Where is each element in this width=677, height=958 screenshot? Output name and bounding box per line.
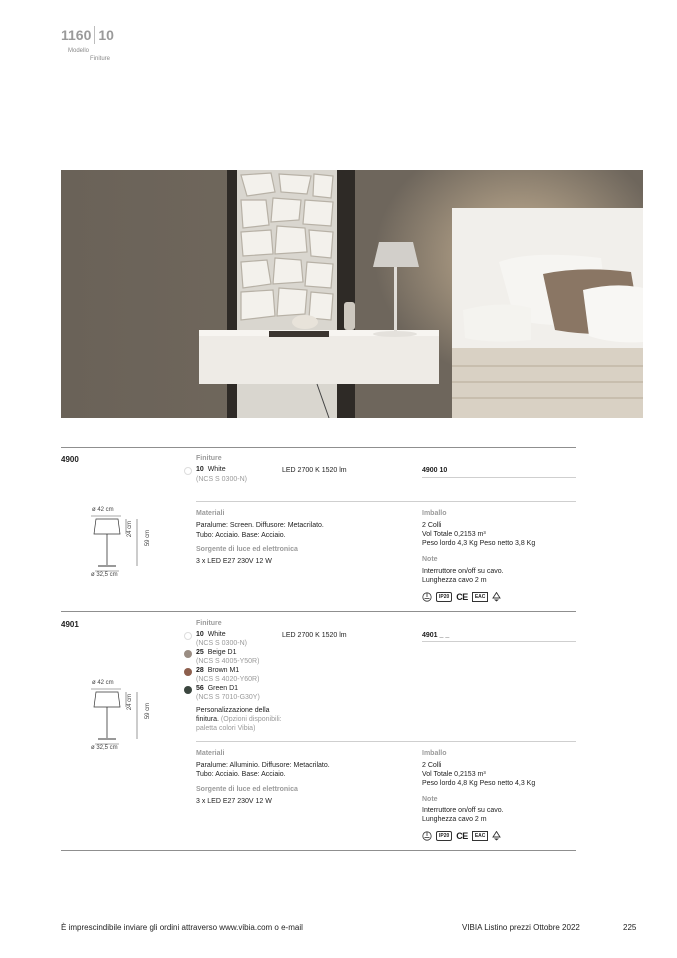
item-code-rule [422, 641, 576, 642]
item-code-rule [422, 477, 576, 478]
notes-line: Lunghezza cavo 2 m [422, 816, 487, 823]
dim-diameter-base: ø 32,5 cm [91, 745, 118, 751]
ce-mark: CE [456, 831, 468, 841]
light-source: 3 x LED E27 230V 12 W [196, 558, 272, 565]
notes-line: Lunghezza cavo 2 m [422, 577, 487, 584]
materials-title: Materiali [196, 750, 225, 757]
dim-diameter-top: ø 42 cm [92, 680, 114, 686]
packaging-line: 2 Colli [422, 522, 442, 529]
model-label: Modello [68, 48, 90, 54]
section-rule [196, 501, 576, 502]
packaging-line: Peso lordo 4,8 Kg Peso netto 4,3 Kg [422, 780, 536, 787]
product-photo [61, 170, 643, 418]
footer-order-note: È imprescindibile inviare gli ordini attraverso www.vibia.com o e-mail [61, 923, 303, 932]
product-code: 4900 [61, 455, 79, 464]
notes-line: Interruttore on/off su cavo. [422, 568, 504, 575]
packaging-title: Imballo [422, 750, 447, 757]
section-rule-top [61, 611, 576, 612]
finish-item: 10 White [196, 466, 226, 473]
dim-total-height: 59 cm [145, 702, 152, 720]
class-insulation-icon [422, 831, 432, 841]
page-number: 225 [623, 923, 637, 932]
ce-mark: CE [456, 592, 468, 602]
ip-rating-badge: IP20 [436, 592, 452, 602]
led-spec: LED 2700 K 1520 lm [282, 632, 347, 639]
footer-catalog-title: VIBIA Listino prezzi Ottobre 2022 [462, 923, 580, 932]
notes-line: Interruttore on/off su cavo. [422, 807, 504, 814]
ip-rating-badge: IP20 [436, 831, 452, 841]
packaging-line: Peso lordo 4,3 Kg Peso netto 3,8 Kg [422, 540, 536, 547]
light-source-title: Sorgente di luce ed elettronica [196, 786, 298, 793]
packaging-line: Vol Totale 0,2153 m³ [422, 771, 486, 778]
model-number: 1160 [61, 27, 92, 43]
finish-item: 10 White [196, 631, 226, 638]
packaging-title: Imballo [422, 510, 447, 517]
finish-swatch-beige [184, 650, 192, 658]
packaging-line: Vol Totale 0,2153 m³ [422, 531, 486, 538]
recycling-icon [492, 592, 501, 602]
light-source-title: Sorgente di luce ed elettronica [196, 546, 298, 553]
customization-text: paletta colori Vibia) [196, 725, 256, 732]
recycling-icon [492, 831, 501, 841]
product-code: 4901 [61, 620, 79, 629]
dim-shade-height: 24 cm [127, 693, 134, 711]
finish-item: 25 Beige D1 [196, 649, 237, 656]
materials-line: Paralume: Screen. Diffusore: Metacrilato. [196, 522, 324, 529]
finish-swatch-white [184, 632, 192, 640]
finish-swatch-green [184, 686, 192, 694]
light-source: 3 x LED E27 230V 12 W [196, 798, 272, 805]
eac-mark: EAC [472, 831, 489, 841]
customization-text: finitura. (Opzioni disponibili: [196, 716, 282, 723]
finish-ncs: (NCS S 4020-Y60R) [196, 676, 260, 683]
section-rule-top [61, 447, 576, 448]
finish-ncs: (NCS S 0300-N) [196, 476, 247, 483]
materials-title: Materiali [196, 510, 225, 517]
finish-number: 10 [98, 27, 114, 43]
led-spec: LED 2700 K 1520 lm [282, 467, 347, 474]
item-code: 4901 _ _ [422, 632, 450, 639]
dim-diameter-top: ø 42 cm [92, 507, 114, 513]
dim-total-height: 59 cm [145, 529, 152, 547]
section-rule-bottom [61, 850, 576, 851]
finish-label: Finiture [90, 56, 111, 62]
model-finish-header [61, 26, 114, 62]
dim-shade-height: 24 cm [127, 520, 134, 538]
materials-line: Tubo: Acciaio. Base: Acciaio. [196, 771, 286, 778]
notes-title: Note [422, 556, 438, 563]
finishes-title: Finiture [196, 455, 222, 462]
section-rule [196, 741, 576, 742]
finish-item: 28 Brown M1 [196, 667, 240, 674]
dim-diameter-base: ø 32,5 cm [91, 572, 118, 578]
finishes-title: Finiture [196, 620, 222, 627]
certification-icons [422, 830, 501, 842]
class-insulation-icon [422, 592, 432, 602]
notes-title: Note [422, 796, 438, 803]
finish-ncs: (NCS S 4005-Y50R) [196, 658, 260, 665]
finish-ncs: (NCS S 7010-G30Y) [196, 694, 260, 701]
item-code: 4900 10 [422, 467, 448, 474]
customization-text: Personalizzazione della [196, 707, 270, 714]
packaging-line: 2 Colli [422, 762, 442, 769]
finish-swatch-white [184, 467, 192, 475]
finish-item: 56 Green D1 [196, 685, 239, 692]
materials-line: Paralume: Alluminio. Diffusore: Metacrilato. [196, 762, 330, 769]
certification-icons [422, 591, 501, 603]
finish-ncs: (NCS S 0300-N) [196, 640, 247, 647]
eac-mark: EAC [472, 592, 489, 602]
materials-line: Tubo: Acciaio. Base: Acciaio. [196, 532, 286, 539]
finish-swatch-brown [184, 668, 192, 676]
